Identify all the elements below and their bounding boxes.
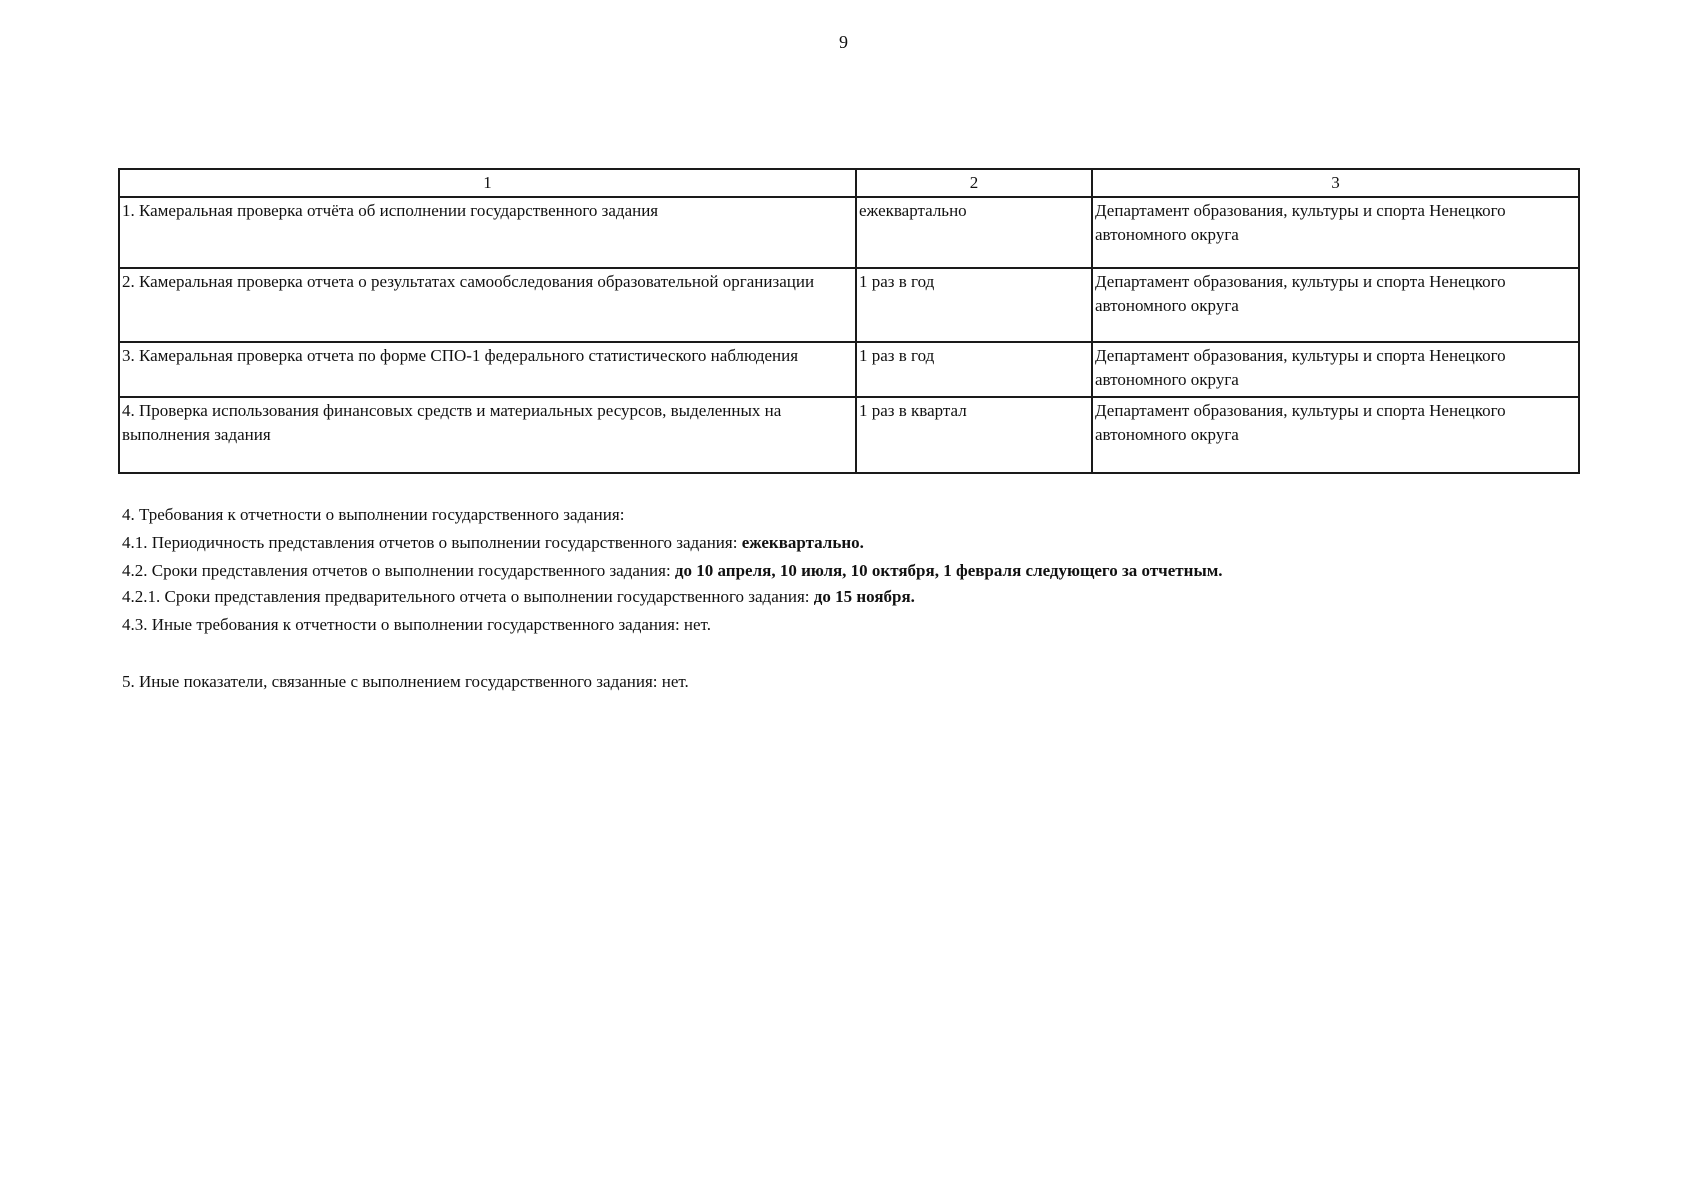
requirement-label: 4.1. Периодичность представления отчетов о выполнении государственного задания: xyxy=(122,533,742,552)
requirement-4-1 xyxy=(122,533,864,553)
requirement-value: до 15 ноября. xyxy=(813,587,915,606)
control-table xyxy=(118,168,1580,474)
frequency-cell: 1 раз в квартал xyxy=(856,397,1092,473)
other-indicators: 5. Иные показатели, связанные с выполнением государственного задания: нет. xyxy=(122,672,689,691)
requirement-4-2-1 xyxy=(122,587,915,607)
table-row xyxy=(119,342,1579,397)
requirement-4-3: 4.3. Иные требования к отчетности о выполнении государственного задания: нет. xyxy=(122,615,711,634)
requirement-value: до 10 апреля, 10 июля, 10 октября, 1 февраля следующего за отчетным. xyxy=(674,561,1223,580)
table-row xyxy=(119,268,1579,342)
table-header-cell: 3 xyxy=(1092,169,1579,197)
requirements-heading: 4. Требования к отчетности о выполнении государственного задания: xyxy=(122,505,625,524)
table-header-row xyxy=(119,169,1579,197)
activity-cell: 2. Камеральная проверка отчета о результатах самообследования образовательной организации xyxy=(119,268,856,342)
page-number: 9 xyxy=(839,32,848,52)
table-header-cell: 1 xyxy=(119,169,856,197)
authority-cell: Департамент образования, культуры и спорта Ненецкого автономного округа xyxy=(1092,197,1579,268)
frequency-cell: 1 раз в год xyxy=(856,268,1092,342)
table-header-cell: 2 xyxy=(856,169,1092,197)
frequency-cell: ежеквартально xyxy=(856,197,1092,268)
activity-cell: 3. Камеральная проверка отчета по форме СПО-1 федерального статистического наблюдения xyxy=(119,342,856,397)
requirement-4-2 xyxy=(122,561,1223,581)
table-row xyxy=(119,197,1579,268)
requirement-label: 4.2.1. Сроки представления предварительного отчета о выполнении государственного задания: xyxy=(122,587,814,606)
requirement-value: ежеквартально. xyxy=(741,533,864,552)
authority-cell: Департамент образования, культуры и спорта Ненецкого автономного округа xyxy=(1092,342,1579,397)
activity-cell: 1. Камеральная проверка отчёта об исполнении государственного задания xyxy=(119,197,856,268)
authority-cell: Департамент образования, культуры и спорта Ненецкого автономного округа xyxy=(1092,268,1579,342)
requirement-label: 4.2. Сроки представления отчетов о выполнении государственного задания: xyxy=(122,561,675,580)
authority-cell: Департамент образования, культуры и спорта Ненецкого автономного округа xyxy=(1092,397,1579,473)
frequency-cell: 1 раз в год xyxy=(856,342,1092,397)
table-row xyxy=(119,397,1579,473)
activity-cell: 4. Проверка использования финансовых средств и материальных ресурсов, выделенных на выполнения задания xyxy=(119,397,856,473)
